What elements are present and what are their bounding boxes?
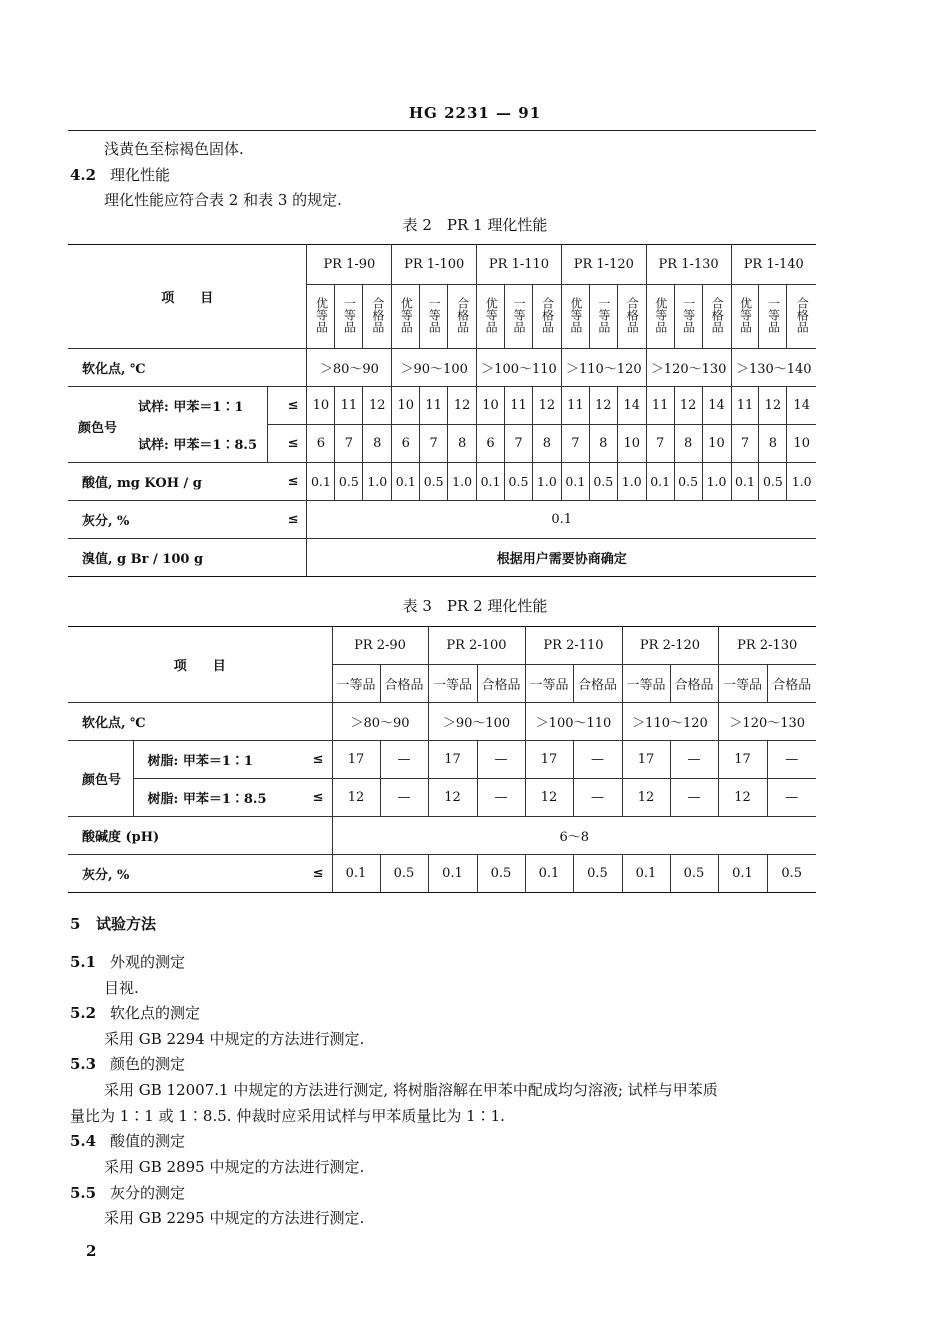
section-5-3-text-cont: 量比为 1∶1 或 1∶8.5. 仲裁时应采用试样与甲苯质量比为 1∶1. <box>70 1107 505 1125</box>
section-4-2-text: 理化性能应符合表 2 和表 3 的规定. <box>104 191 342 209</box>
table2-grade-label: 合格品 <box>710 297 725 333</box>
table3-color-sub-label: 树脂: 甲苯＝1∶1 <box>133 741 288 779</box>
table3-grade: 合格品 <box>573 665 622 703</box>
table2-grade-label: 优等品 <box>399 297 414 333</box>
table3-cell: 17 <box>718 741 767 779</box>
table2-cell: 0.5 <box>420 463 448 501</box>
table2-cell: 0.1 <box>731 463 759 501</box>
table3-model: PR 2-120 <box>622 627 718 665</box>
table3-color-label: 颜色号 <box>68 741 133 817</box>
table2-cell: 11 <box>561 387 589 425</box>
table3-ph-label: 酸碱度 (pH) <box>68 817 332 855</box>
table3-cell: 12 <box>332 779 380 817</box>
table3-model: PR 2-90 <box>332 627 428 665</box>
table2-model: PR 1-110 <box>477 245 562 285</box>
table2-cell: 14 <box>702 387 731 425</box>
section-5-5-title: 灰分的测定 <box>110 1184 186 1202</box>
table2-cell: 8 <box>759 425 787 463</box>
table3-cell: 0.5 <box>767 855 816 893</box>
table3-grade: 一等品 <box>525 665 573 703</box>
table2-cell: 6 <box>477 425 505 463</box>
table2-bromine-value: 根据用户需要协商确定 <box>307 539 816 577</box>
table3-cell: 0.5 <box>670 855 718 893</box>
table2-cell: 11 <box>731 387 759 425</box>
table2-grade-label: 优等品 <box>568 297 583 333</box>
table2-color-symbol: ≤ <box>267 387 307 425</box>
appearance-text: 浅黄色至棕褐色固体. <box>104 140 244 158</box>
table2-grade <box>307 285 335 349</box>
table2-cell: 12 <box>448 387 477 425</box>
table3-grade: 合格品 <box>477 665 525 703</box>
table2-model: PR 1-140 <box>731 245 816 285</box>
table2-grade-label: 合格品 <box>625 297 640 333</box>
table2-caption: 表 2 PR 1 理化性能 <box>402 216 548 234</box>
section-5-5-number: 5.5 <box>70 1184 97 1202</box>
section-5-1-number: 5.1 <box>70 953 97 971</box>
table2-cell: 1.0 <box>702 463 731 501</box>
table2-cell: 7 <box>505 425 533 463</box>
page-number: 2 <box>86 1242 97 1260</box>
section-5-2-text: 采用 GB 2294 中规定的方法进行测定. <box>104 1030 365 1048</box>
table2-model: PR 1-90 <box>307 245 392 285</box>
table2-cell: 8 <box>448 425 477 463</box>
table3-cell: 0.1 <box>428 855 477 893</box>
table2-grade <box>646 285 674 349</box>
table2-grade <box>477 285 505 349</box>
table3-grade: 合格品 <box>670 665 718 703</box>
table2-cell: 10 <box>477 387 505 425</box>
table2-cell: 0.5 <box>589 463 617 501</box>
table2-cell: 10 <box>702 425 731 463</box>
table2-cell: 10 <box>787 425 816 463</box>
table3-cell: — <box>380 779 428 817</box>
table2-grade <box>392 285 420 349</box>
table2-cell: 10 <box>307 387 335 425</box>
table2-acid-symbol: ≤ <box>267 463 307 501</box>
table2-cell: 14 <box>617 387 646 425</box>
table2-item-header: 项 目 <box>68 245 307 349</box>
table3-cell: 17 <box>332 741 380 779</box>
table3-ph-value: 6～8 <box>332 817 816 855</box>
table2-grade-label: 一等品 <box>342 297 357 333</box>
table3-cell: 0.1 <box>332 855 380 893</box>
table3-color-symbol: ≤ <box>288 741 332 779</box>
table3-cell: ＞90～100 <box>428 703 525 741</box>
table2-cell: 7 <box>420 425 448 463</box>
table2-grade <box>674 285 702 349</box>
table2-color-sub-label: 试样: 甲苯＝1∶1 <box>138 400 244 416</box>
table2-cell: 6 <box>392 425 420 463</box>
table2-grade-label: 优等品 <box>738 297 753 333</box>
table2-grade <box>759 285 787 349</box>
section-5-2-number: 5.2 <box>70 1004 97 1022</box>
table2 <box>68 244 816 577</box>
table3 <box>68 626 816 893</box>
table3-grade: 一等品 <box>622 665 670 703</box>
section-5-2-title: 软化点的测定 <box>110 1004 201 1022</box>
table3-cell: 0.1 <box>622 855 670 893</box>
table2-cell: ＞100～110 <box>477 349 562 387</box>
table2-grade-label: 合格品 <box>795 297 810 333</box>
section-5-4-text: 采用 GB 2895 中规定的方法进行测定. <box>104 1158 365 1176</box>
table2-color-row-label <box>68 387 267 436</box>
table2-cell: 11 <box>420 387 448 425</box>
table2-cell: 1.0 <box>787 463 816 501</box>
table3-cell: — <box>767 741 816 779</box>
table2-grade <box>617 285 646 349</box>
table2-grade-label: 一等品 <box>596 297 611 333</box>
table2-grade-label: 优等品 <box>314 297 329 333</box>
table2-cell: 10 <box>392 387 420 425</box>
table3-cell: 12 <box>525 779 573 817</box>
table3-cell: 0.5 <box>573 855 622 893</box>
table3-grade: 合格品 <box>380 665 428 703</box>
section-5-5-text: 采用 GB 2295 中规定的方法进行测定. <box>104 1209 365 1227</box>
table3-cell: — <box>767 779 816 817</box>
section-4-2-title: 理化性能 <box>110 166 171 184</box>
table2-cell: 12 <box>363 387 392 425</box>
table2-cell: ＞120～130 <box>646 349 731 387</box>
section-5-3-number: 5.3 <box>70 1055 97 1073</box>
table2-grade-label: 优等品 <box>484 297 499 333</box>
table2-cell: 1.0 <box>448 463 477 501</box>
table2-cell: 12 <box>532 387 561 425</box>
table2-grade <box>561 285 589 349</box>
table2-cell: 8 <box>363 425 392 463</box>
table2-cell: 12 <box>674 387 702 425</box>
table3-grade: 一等品 <box>718 665 767 703</box>
table2-cell: ＞110～120 <box>561 349 646 387</box>
table2-grade <box>420 285 448 349</box>
table3-grade: 合格品 <box>767 665 816 703</box>
table2-cell: 11 <box>335 387 363 425</box>
table2-cell: 0.1 <box>646 463 674 501</box>
table2-grade-label: 一等品 <box>681 297 696 333</box>
table3-cell: — <box>380 741 428 779</box>
table2-model: PR 1-120 <box>561 245 646 285</box>
table2-cell: 12 <box>759 387 787 425</box>
table3-cell: 0.5 <box>380 855 428 893</box>
table2-cell: 0.1 <box>307 463 335 501</box>
table3-model: PR 2-100 <box>428 627 525 665</box>
table2-cell: 1.0 <box>532 463 561 501</box>
table2-grade <box>702 285 731 349</box>
table3-cell: — <box>477 741 525 779</box>
table2-cell: ＞90～100 <box>392 349 477 387</box>
table2-cell: 14 <box>787 387 816 425</box>
section-5-4-number: 5.4 <box>70 1132 97 1150</box>
table2-grade-label: 一等品 <box>766 297 781 333</box>
section-5-3-text: 采用 GB 12007.1 中规定的方法进行测定, 将树脂溶解在甲苯中配成均匀溶液; 试样与甲苯质 <box>104 1081 718 1099</box>
table2-cell: 0.5 <box>674 463 702 501</box>
table2-grade-label: 合格品 <box>370 297 385 333</box>
table3-cell: 12 <box>718 779 767 817</box>
table3-ash-symbol: ≤ <box>288 855 332 893</box>
table2-color-symbol: ≤ <box>267 425 307 463</box>
table2-cell: 6 <box>307 425 335 463</box>
table2-cell: 7 <box>561 425 589 463</box>
table3-ash-label: 灰分, % <box>68 855 288 893</box>
table3-cell: 0.5 <box>477 855 525 893</box>
table2-softening-label: 软化点, ℃ <box>68 349 307 387</box>
table2-ash-value: 0.1 <box>307 501 816 539</box>
table3-cell: ＞110～120 <box>622 703 718 741</box>
table2-model: PR 1-100 <box>392 245 477 285</box>
table2-cell: 8 <box>589 425 617 463</box>
table2-cell: ＞130～140 <box>731 349 816 387</box>
table2-cell: 1.0 <box>363 463 392 501</box>
table3-cell: — <box>573 779 622 817</box>
table2-cell: 11 <box>505 387 533 425</box>
table2-grade <box>335 285 363 349</box>
table3-item-header: 项 目 <box>68 627 332 703</box>
table2-cell: 0.5 <box>759 463 787 501</box>
table2-grade-label: 一等品 <box>512 297 526 333</box>
table2-cell: 0.5 <box>505 463 533 501</box>
table2-color-row-label <box>68 425 267 463</box>
section-5-4-title: 酸值的测定 <box>110 1132 186 1150</box>
section-5-title: 试验方法 <box>96 915 157 933</box>
table2-color-label: 颜色号 <box>78 421 118 436</box>
table2-color-sub-label: 试样: 甲苯＝1∶8.5 <box>138 437 257 453</box>
table3-cell: 0.1 <box>525 855 573 893</box>
table3-model: PR 2-130 <box>718 627 816 665</box>
table2-grade <box>363 285 392 349</box>
table3-softening-label: 软化点, ℃ <box>68 703 332 741</box>
table3-grade: 一等品 <box>332 665 380 703</box>
table3-cell: 12 <box>622 779 670 817</box>
table3-caption: 表 3 PR 2 理化性能 <box>402 597 548 615</box>
table3-cell: 17 <box>525 741 573 779</box>
table3-cell: ＞80～90 <box>332 703 428 741</box>
table3-cell: — <box>573 741 622 779</box>
table2-grade <box>532 285 561 349</box>
section-5-1-title: 外观的测定 <box>110 953 186 971</box>
table3-cell: 12 <box>428 779 477 817</box>
table3-cell: — <box>670 779 718 817</box>
table2-cell: 7 <box>335 425 363 463</box>
table3-cell: 17 <box>622 741 670 779</box>
table2-grade <box>787 285 816 349</box>
table2-cell: 0.1 <box>561 463 589 501</box>
table2-cell: 10 <box>617 425 646 463</box>
table2-cell: 12 <box>589 387 617 425</box>
table2-cell: ＞80～90 <box>307 349 392 387</box>
table3-cell: 17 <box>428 741 477 779</box>
table2-cell: 0.1 <box>477 463 505 501</box>
table2-grade-label: 合格品 <box>540 297 555 333</box>
table3-cell: ＞120～130 <box>718 703 816 741</box>
section-5-number: 5 <box>70 915 81 933</box>
section-5-1-text: 目视. <box>104 979 139 997</box>
header-rule <box>68 130 816 131</box>
page-header: HG 2231 — 91 <box>408 104 542 122</box>
table2-cell: 7 <box>731 425 759 463</box>
table2-ash-symbol: ≤ <box>267 501 307 539</box>
table3-color-symbol: ≤ <box>288 779 332 817</box>
table3-model: PR 2-110 <box>525 627 622 665</box>
table3-cell: ＞100～110 <box>525 703 622 741</box>
table3-color-sub-label: 树脂: 甲苯＝1∶8.5 <box>133 779 288 817</box>
table3-grade: 一等品 <box>428 665 477 703</box>
table2-grade <box>505 285 533 349</box>
table2-bromine-label: 溴值, g Br / 100 g <box>68 539 307 577</box>
table3-cell: — <box>670 741 718 779</box>
section-5-3-title: 颜色的测定 <box>110 1055 186 1073</box>
table2-model: PR 1-130 <box>646 245 731 285</box>
table2-cell: 0.5 <box>335 463 363 501</box>
section-4-2-number: 4.2 <box>70 166 97 184</box>
table2-cell: 11 <box>646 387 674 425</box>
table2-grade-label: 优等品 <box>653 297 668 333</box>
table3-cell: — <box>477 779 525 817</box>
table2-grade <box>448 285 477 349</box>
table2-grade-label: 一等品 <box>427 297 442 333</box>
table3-cell: 0.1 <box>718 855 767 893</box>
table2-ash-label: 灰分, % <box>68 501 267 539</box>
table2-cell: 1.0 <box>617 463 646 501</box>
table2-cell: 8 <box>532 425 561 463</box>
table2-acid-label: 酸值, mg KOH / g <box>68 463 267 501</box>
table2-cell: 7 <box>646 425 674 463</box>
table2-grade <box>731 285 759 349</box>
table2-cell: 0.1 <box>392 463 420 501</box>
table2-grade-label: 合格品 <box>455 297 470 333</box>
table2-cell: 8 <box>674 425 702 463</box>
table2-grade <box>589 285 617 349</box>
